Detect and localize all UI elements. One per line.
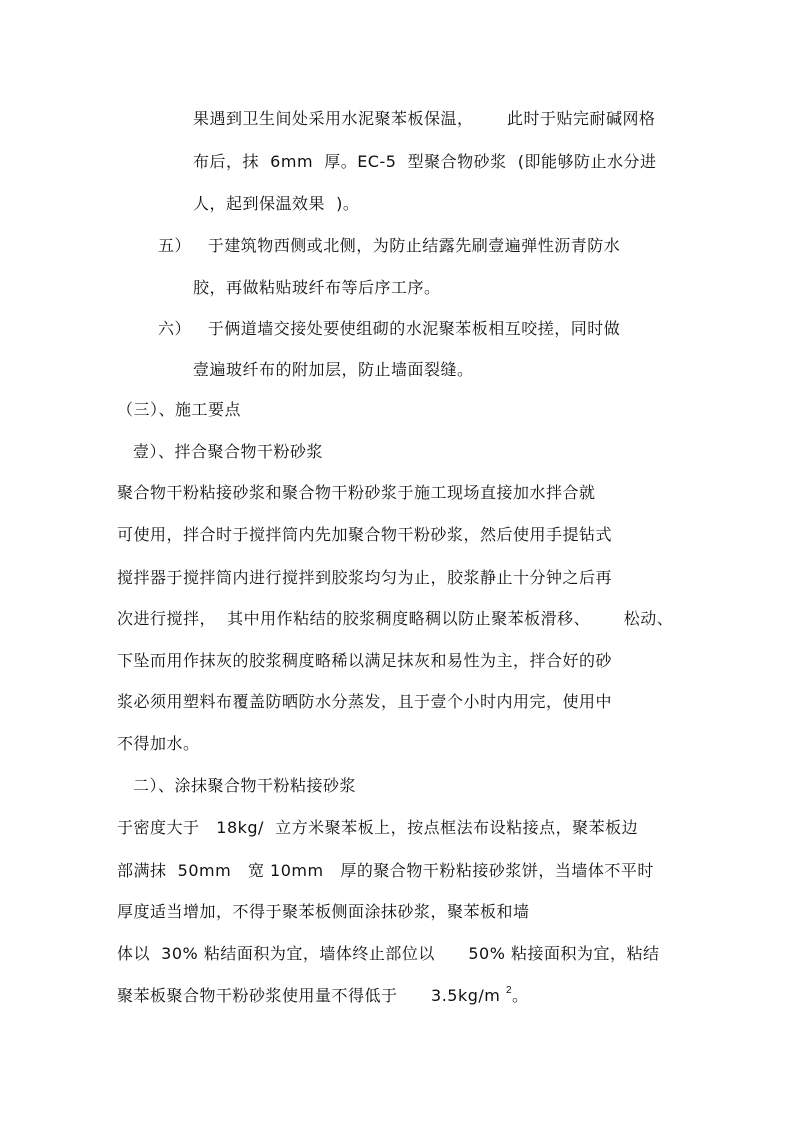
text-line-content: 聚苯板聚合物干粉砂浆使用量不得低于 3.5kg/m (117, 986, 506, 1005)
text-line: 下坠而用作抹灰的胶浆稠度略稀以满足抹灰和易性为主，拌合好的砂 (117, 651, 613, 670)
text-line: 果遇到卫生间处采用水泥聚苯板保温， 此时于贴完耐碱网格 (193, 109, 656, 128)
text-line: 可使用，拌合时于搅拌筒内先加聚合物干粉砂浆，然后使用手提钻式 (117, 525, 613, 544)
text-line: 于密度大于 18kg/ 立方米聚苯板上，按点框法布设粘接点，聚苯板边 (117, 818, 639, 837)
text-line-last (117, 985, 529, 1010)
text-line: 人，起到保温效果 )。 (193, 194, 360, 213)
text-line: 体以 30% 粘结面积为宜，墙体终止部位以 50% 粘接面积为宜，粘结 (117, 944, 660, 963)
text-line: 浆必须用塑料布覆盖防晒防水分蒸发，且于壹个小时内用完，使用中 (117, 692, 613, 711)
text-line: 不得加水。 (117, 734, 200, 753)
text-line: 壹遍玻纤布的附加层，防止墙面裂缝。 (193, 360, 474, 379)
text-line: 布后，抹 6mm 厚。EC-5 型聚合物砂浆 (即能够防止水分进 (193, 152, 657, 171)
text-line: 聚合物干粉粘接砂浆和聚合物干粉砂浆于施工现场直接加水拌合就 (117, 483, 596, 502)
subsection-heading: 二）、涂抹聚合物干粉粘接砂浆 (133, 776, 357, 795)
text-line: 次进行搅拌， 其中用作粘结的胶浆稠度略稠以防止聚苯板滑移、 松动、 (117, 609, 674, 628)
section-heading: （三）、施工要点 (117, 400, 242, 419)
text-line: 部满抹 50mm 宽 10mm 厚的聚合物干粉粘接砂浆饼，当墙体不平时 (117, 861, 654, 880)
superscript: 2 (505, 985, 513, 996)
text-line: 厚度适当增加，不得于聚苯板侧面涂抹砂浆，聚苯板和墙 (117, 902, 530, 921)
subsection-heading: 壹）、拌合聚合物干粉砂浆 (133, 442, 324, 461)
text-line: 六） 于俩道墙交接处要使组砌的水泥聚苯板相互咬搓，同时做 (158, 319, 621, 338)
text-line: 搅拌器于搅拌筒内进行搅拌到胶浆均匀为止，胶浆静止十分钟之后再 (117, 568, 613, 587)
line-tail: 。 (512, 986, 529, 1005)
text-line: 胶，再做粘贴玻纤布等后序工序。 (193, 278, 441, 297)
text-line: 五） 于建筑物西侧或北侧，为防止结露先刷壹遍弹性沥青防水 (158, 236, 621, 255)
